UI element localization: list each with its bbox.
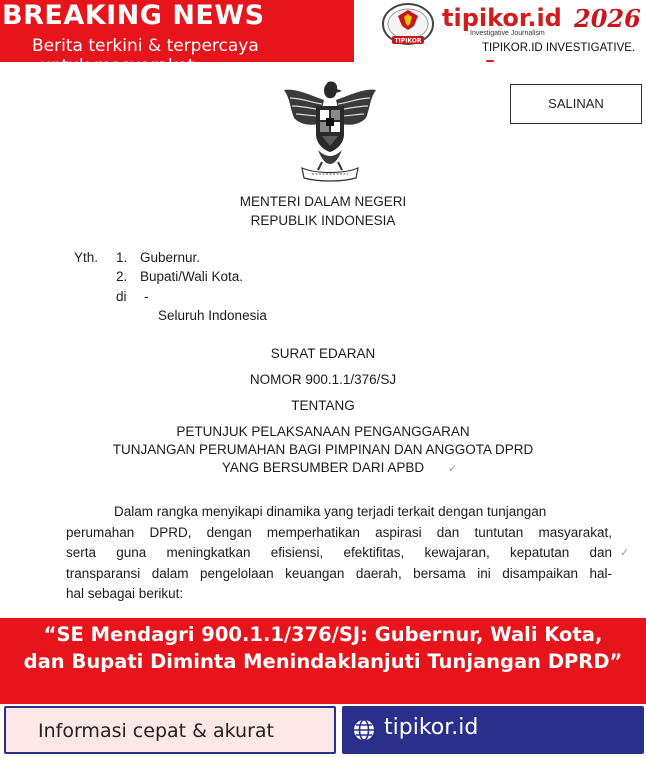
letter-type: SURAT EDARAN — [270, 346, 376, 361]
recipient-item: Gubernur. — [140, 250, 201, 265]
bottom-bar — [0, 704, 646, 758]
stamp-label: SALINAN — [548, 96, 604, 111]
breaking-news-banner — [0, 0, 354, 62]
recipient-number: 1. — [116, 250, 128, 265]
brand-tagline: Investigative Journalism — [470, 30, 545, 37]
subject-line-1: PETUNJUK PELAKSANAAN PENGANGGARAN — [176, 424, 470, 439]
subject-line-2: TUNJANGAN PERUMAHAN BAGI PIMPINAN DAN ANGGOTA DPRD — [112, 442, 534, 457]
website-link[interactable] — [342, 706, 644, 754]
di-label: di — [116, 289, 127, 304]
brand-year: 2026 — [574, 4, 641, 33]
yth-label: Yth. — [74, 250, 99, 265]
brand-name: tipikor.id — [442, 4, 562, 32]
headline-text: “SE Mendagri 900.1.1/376/SJ: Gubernur, Wali Kota, dan Bupati Diminta Menindaklanjuti Tunjangan DPRD” — [23, 623, 623, 673]
official-letter — [0, 62, 646, 618]
globe-icon — [352, 718, 376, 742]
body-line: perumahan DPRD, dengan memperhatikan aspirasi dan tuntutan masyarakat, — [66, 524, 612, 540]
location-line: Seluruh Indonesia — [158, 308, 267, 323]
ministry-line-1: MENTERI DALAM NEGERI — [239, 194, 407, 209]
check-mark-icon: ✓ — [448, 463, 458, 475]
body-line: transparansi dalam pengelolaan keuangan daerah, bersama ini disampaikan hal- — [66, 565, 612, 581]
about-heading: TENTANG — [291, 398, 355, 413]
body-line: hal sebagai berikut: — [66, 586, 184, 601]
tipikor-logo-icon — [380, 2, 436, 50]
body-line: serta guna meningkatkan efisiensi, efektifitas, kewajaran, kepatutan dan — [66, 545, 612, 560]
letter-body-paragraph — [66, 502, 612, 605]
check-mark-icon: ✓ — [620, 547, 630, 559]
logo-emblem-text: TIPIKOR — [394, 37, 422, 45]
brand-investigative-label: TIPIKOR.ID INVESTIGATIVE. — [482, 42, 636, 54]
breaking-news-title: BREAKING NEWS — [2, 0, 265, 31]
headline-banner — [0, 618, 646, 704]
letter-number: NOMOR 900.1.1/376/SJ — [249, 372, 397, 387]
di-dash: - — [144, 289, 149, 304]
body-line: Dalam rangka menyikapi dinamika yang terjadi terkait dengan tunjangan — [114, 504, 547, 519]
salinan-stamp — [510, 84, 642, 124]
website-label[interactable]: tipikor.id — [384, 715, 479, 740]
info-tagline-box — [4, 706, 336, 754]
subject-line-3: YANG BERSUMBER DARI APBD — [221, 460, 425, 475]
top-header — [0, 0, 646, 62]
recipient-number: 2. — [116, 269, 128, 284]
breaking-news-subtitle: Berita terkini & terpercaya — [32, 36, 259, 56]
ministry-line-2: REPUBLIK INDONESIA — [250, 213, 396, 228]
recipient-item: Bupati/Wali Kota. — [140, 269, 244, 284]
info-tagline: Informasi cepat & akurat — [38, 720, 274, 742]
garuda-emblem-icon — [282, 78, 378, 184]
